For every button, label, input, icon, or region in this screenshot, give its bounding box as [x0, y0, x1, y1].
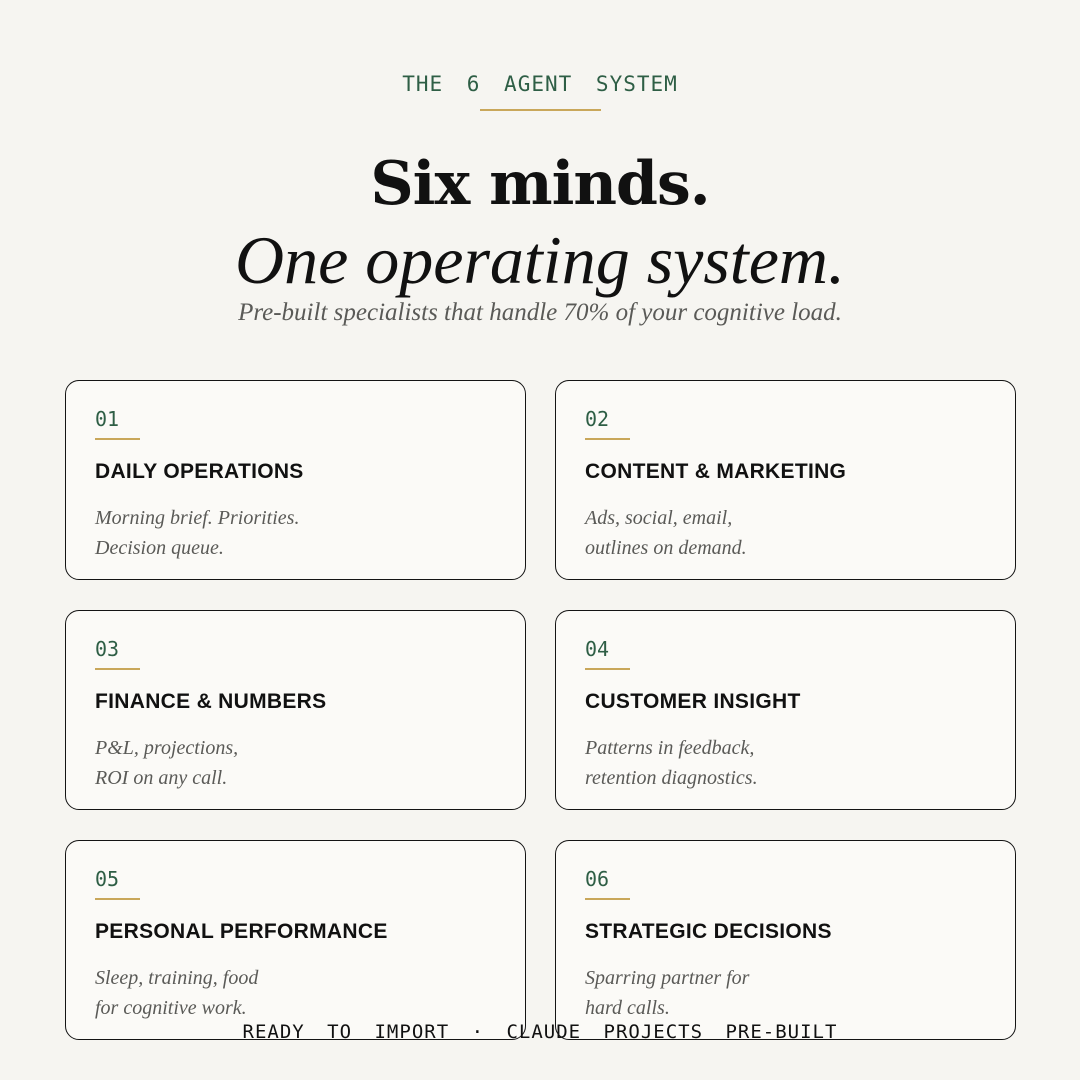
agent-card-finance-numbers	[65, 610, 526, 810]
page-title: Six minds.	[370, 149, 710, 219]
page-title-italic: One operating system.	[234, 222, 845, 298]
agent-description	[585, 503, 987, 563]
agent-number: 04	[585, 637, 610, 661]
agent-description	[585, 733, 987, 793]
agent-description	[95, 733, 497, 793]
agent-number-divider	[95, 898, 140, 900]
agent-description-line: retention diagnostics.	[585, 767, 758, 789]
agent-description	[585, 963, 987, 1023]
agent-title: FINANCE & NUMBERS	[95, 690, 327, 713]
agent-number: 03	[95, 637, 120, 661]
agent-description-line: Patterns in feedback,	[585, 737, 755, 759]
agent-description	[95, 503, 497, 563]
agent-number-divider	[95, 438, 140, 440]
agent-number: 01	[95, 407, 120, 431]
agent-title: PERSONAL PERFORMANCE	[95, 920, 388, 943]
agent-number-divider	[585, 898, 630, 900]
agent-card-content-marketing	[555, 380, 1016, 580]
agent-description	[95, 963, 497, 1023]
agent-description-line: Ads, social, email,	[585, 507, 733, 529]
eyebrow-label: THE 6 AGENT SYSTEM	[402, 72, 678, 96]
agent-number: 06	[585, 867, 610, 891]
agent-description-line: for cognitive work.	[95, 997, 247, 1019]
agent-title: CUSTOMER INSIGHT	[585, 690, 801, 713]
agent-description-line: Decision queue.	[95, 537, 224, 559]
agent-description-line: Sleep, training, food	[95, 967, 259, 989]
agent-grid	[65, 380, 1016, 1040]
agent-card-customer-insight	[555, 610, 1016, 810]
agent-description-line: hard calls.	[585, 997, 670, 1019]
footer-caption: READY TO IMPORT · CLAUDE PROJECTS PRE-BUILT	[242, 1021, 838, 1043]
agent-description-line: P&L, projections,	[95, 737, 239, 759]
agent-number: 05	[95, 867, 120, 891]
eyebrow-divider	[480, 109, 601, 111]
agent-card-daily-operations	[65, 380, 526, 580]
agent-title: DAILY OPERATIONS	[95, 460, 304, 483]
agent-description-line: outlines on demand.	[585, 537, 747, 559]
agent-card-strategic-decisions	[555, 840, 1016, 1040]
agent-description-line: Morning brief. Priorities.	[95, 507, 300, 529]
agent-description-line: Sparring partner for	[585, 967, 750, 989]
agent-title: STRATEGIC DECISIONS	[585, 920, 832, 943]
agent-card-personal-performance	[65, 840, 526, 1040]
agent-number: 02	[585, 407, 610, 431]
page-subtitle: Pre-built specialists that handle 70% of your cognitive load.	[238, 299, 842, 326]
agent-number-divider	[585, 438, 630, 440]
agent-title: CONTENT & MARKETING	[585, 460, 847, 483]
agent-number-divider	[585, 668, 630, 670]
agent-description-line: ROI on any call.	[95, 767, 228, 789]
agent-number-divider	[95, 668, 140, 670]
